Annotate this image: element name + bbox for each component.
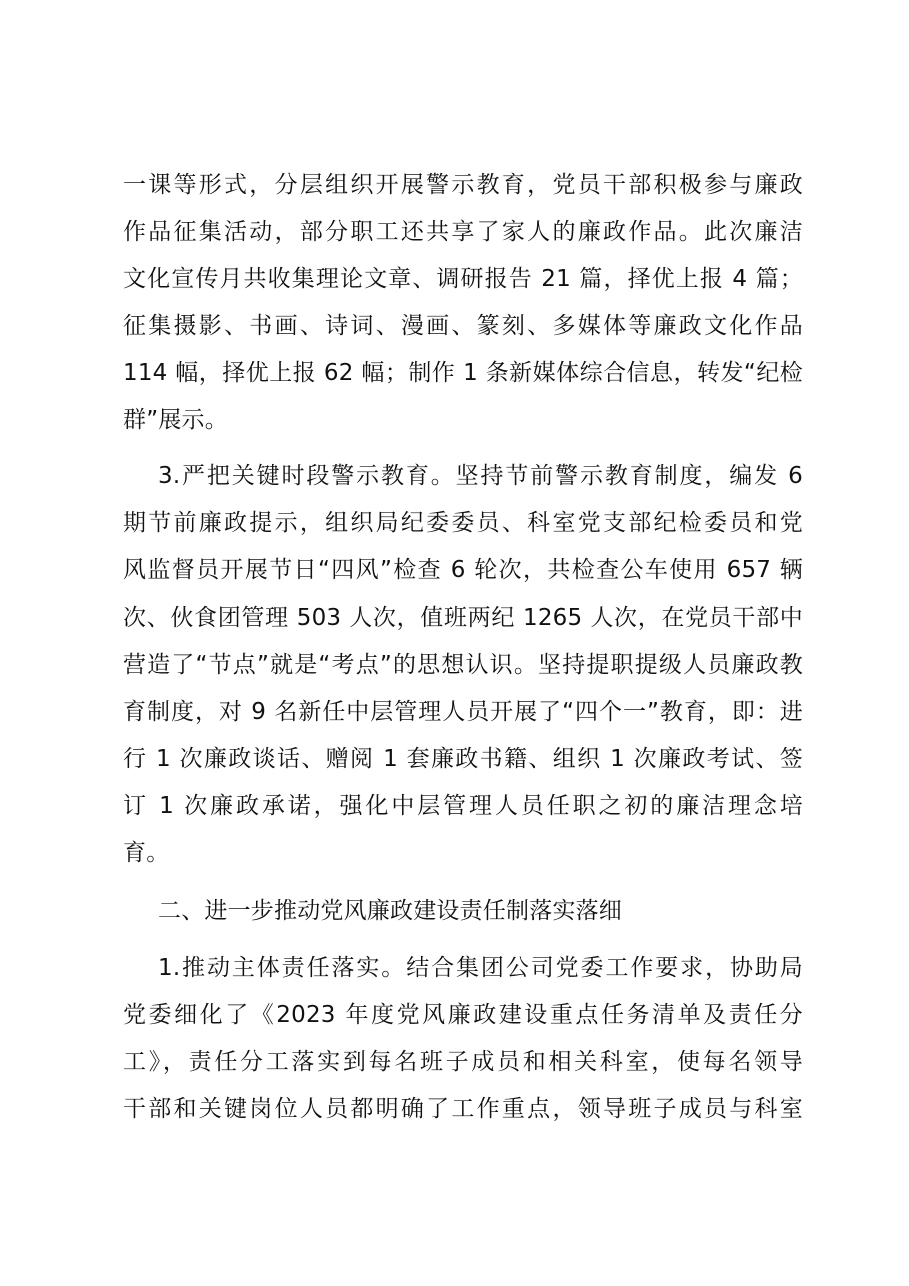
text-line: 期节前廉政提示，组织局纪委委员、科室党支部纪检委员和党 [123, 510, 803, 536]
text-line: 群”展示。 [123, 407, 228, 433]
text-line: 育制度，对 9 名新任中层管理人员开展了“四个一”教育，即：进 [123, 699, 803, 725]
text-line: 风监督员开展节日“四风”检查 6 轮次，共检查公车使用 657 辆 [123, 557, 803, 583]
text-line: 干部和关键岗位人员都明确了工作重点，领导班子成员与科室 [123, 1096, 803, 1122]
text-line: 3.严把关键时段警示教育。坚持节前警示教育制度，编发 6 [158, 463, 803, 489]
text-line: 1.推动主体责任落实。结合集团公司党委工作要求，协助局 [158, 955, 803, 981]
text-line: 工》，责任分工落实到每名班子成员和相关科室，使每名领导 [123, 1049, 803, 1075]
text-line: 114 幅，择优上报 62 幅；制作 1 条新媒体综合信息，转发“纪检 [123, 360, 803, 386]
text-line: 党委细化了《2023 年度党风廉政建设重点任务清单及责任分 [123, 1002, 803, 1028]
section-heading: 二、进一步推动党风廉政建设责任制落实落细 [158, 898, 622, 924]
text-line: 作品征集活动，部分职工还共享了家人的廉政作品。此次廉洁 [123, 219, 803, 245]
text-line: 次、伙食团管理 503 人次，值班两纪 1265 人次，在党员干部中 [123, 605, 803, 631]
text-line: 营造了“节点”就是“考点”的思想认识。坚持提职提级人员廉政教 [123, 652, 803, 678]
text-line: 文化宣传月共收集理论文章、调研报告 21 篇，择优上报 4 篇； [123, 266, 803, 292]
text-line: 行 1 次廉政谈话、赠阅 1 套廉政书籍、组织 1 次廉政考试、签 [123, 746, 803, 772]
text-line: 订 1 次廉政承诺，强化中层管理人员任职之初的廉洁理念培 [123, 793, 803, 819]
text-line: 一课等形式，分层组织开展警示教育，党员干部积极参与廉政 [123, 172, 803, 198]
text-line: 征集摄影、书画、诗词、漫画、篆刻、多媒体等廉政文化作品 [123, 313, 803, 339]
text-line: 育。 [123, 840, 170, 866]
